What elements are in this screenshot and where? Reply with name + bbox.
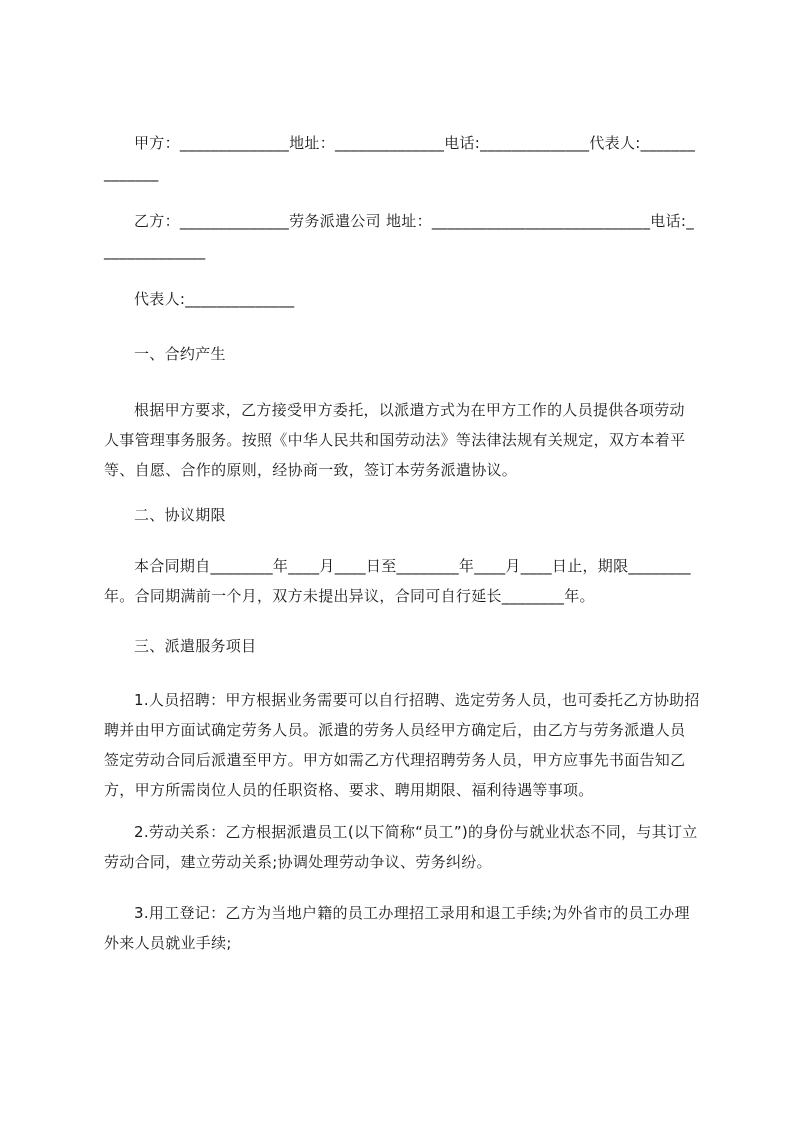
party-b-line: 乙方：______________劳务派遣公司 地址：____________________________电话:______________ — [104, 212, 695, 260]
section-1-body: 根据甲方要求，乙方接受甲方委托，以派遣方式为在甲方工作的人员提供各项劳动人事管理事务服务。按照《中华人民共和国劳动法》等法律法规有关规定，双方本着平等、自愿、合作的原则，经协商一致，签订本劳务派遣协议。 — [104, 401, 686, 479]
section-2-body: 本合同期自________年____月____日至________年____月____日止，期限________年。合同期满前一个月，双方未提出异议，合同可自行延长________年。 — [104, 557, 691, 605]
section-2-title: 二、协议期限 — [134, 506, 226, 524]
section-3-item-1: 1.人员招聘：甲方根据业务需要可以自行招聘、选定劳务人员，也可委托乙方协助招聘并由甲方面试确定劳务人员。派遣的劳务人员经甲方确定后，由乙方与劳务派遣人员签定劳动合同后派遣至甲方。甲方如需乙方代理招聘劳务人员，甲方应事先书面告知乙方，甲方所需岗位人员的任职资格、要求、聘用期限、福利待遇等事项。 — [104, 691, 700, 799]
party-a-line: 甲方：______________地址：______________电话:______________代表人:______________ — [104, 134, 696, 182]
section-1-title: 一、合约产生 — [134, 345, 226, 363]
section-3-item-3: 3.用工登记：乙方为当地户籍的员工办理招工录用和退工手续;为外省市的员工办理外来人员就业手续; — [104, 904, 690, 952]
representative-line: 代表人:______________ — [134, 290, 295, 308]
section-3-item-2: 2.劳动关系：乙方根据派遣员工(以下简称“员工”)的身份与就业状态不同，与其订立劳动合同，建立劳动关系;协调处理劳动争议、劳务纠纷。 — [104, 823, 698, 871]
section-3-title: 三、派遣服务项目 — [134, 637, 257, 655]
